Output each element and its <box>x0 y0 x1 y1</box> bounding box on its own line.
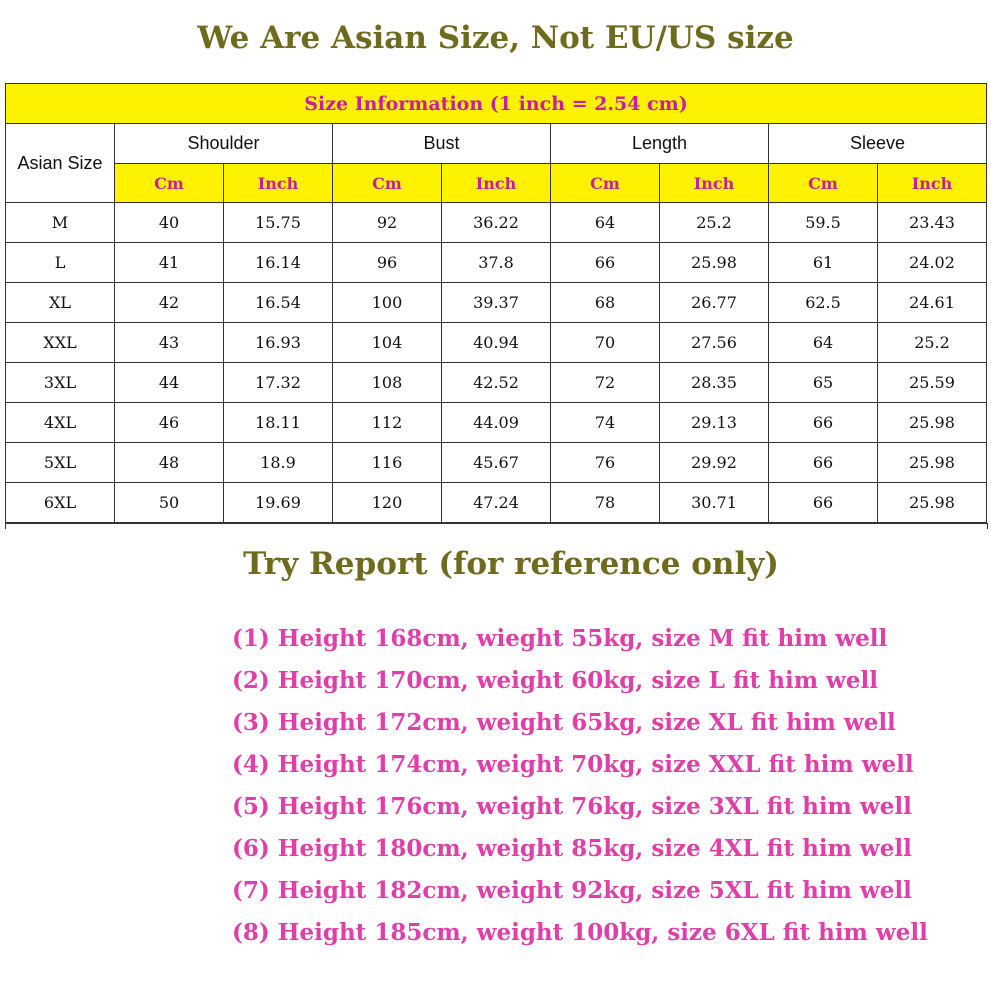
table-cell: 30.71 <box>660 483 769 523</box>
table-cell: 25.2 <box>660 203 769 243</box>
table-cell: 70 <box>551 323 660 363</box>
table-cell: 46 <box>115 403 224 443</box>
table-cell: 25.59 <box>878 363 987 403</box>
try-report-item: (4) Height 174cm, weight 70kg, size XXL fit him well <box>232 751 914 778</box>
table-cell: 25.98 <box>660 243 769 283</box>
unit-header: Inch <box>878 164 987 203</box>
table-row <box>6 203 987 243</box>
table-cell: 68 <box>551 283 660 323</box>
asian-size-header: Asian Size <box>6 124 115 203</box>
try-report-item: (1) Height 168cm, wieght 55kg, size M fit him well <box>232 625 888 652</box>
size-label-cell: 5XL <box>6 443 115 483</box>
table-cell: 59.5 <box>769 203 878 243</box>
table-cell: 24.61 <box>878 283 987 323</box>
table-row <box>6 323 987 363</box>
size-label-cell: XL <box>6 283 115 323</box>
table-cell: 40.94 <box>442 323 551 363</box>
table-cell: 72 <box>551 363 660 403</box>
unit-header: Cm <box>769 164 878 203</box>
table-cell: 29.92 <box>660 443 769 483</box>
table-cell: 48 <box>115 443 224 483</box>
table-cell: 96 <box>333 243 442 283</box>
table-cell: 24.02 <box>878 243 987 283</box>
table-cell: 18.9 <box>224 443 333 483</box>
table-cell: 15.75 <box>224 203 333 243</box>
table-cell: 25.98 <box>878 443 987 483</box>
group-header-bust: Bust <box>333 124 551 164</box>
try-report-item: (8) Height 185cm, weight 100kg, size 6XL fit him well <box>232 919 928 946</box>
table-cell: 27.56 <box>660 323 769 363</box>
table-cell: 44 <box>115 363 224 403</box>
table-cell: 39.37 <box>442 283 551 323</box>
table-cell: 104 <box>333 323 442 363</box>
table-cell: 66 <box>551 243 660 283</box>
table-cell: 40 <box>115 203 224 243</box>
unit-header: Inch <box>442 164 551 203</box>
table-bottom-rule <box>5 523 987 524</box>
table-cell: 45.67 <box>442 443 551 483</box>
table-edge-tick <box>5 523 6 529</box>
size-label-cell: 3XL <box>6 363 115 403</box>
table-row <box>6 283 987 323</box>
try-report-title: Try Report (for reference only) <box>243 546 779 582</box>
table-cell: 66 <box>769 403 878 443</box>
table-cell: 100 <box>333 283 442 323</box>
table-cell: 76 <box>551 443 660 483</box>
unit-header: Cm <box>333 164 442 203</box>
table-cell: 44.09 <box>442 403 551 443</box>
table-cell: 18.11 <box>224 403 333 443</box>
table-cell: 16.14 <box>224 243 333 283</box>
table-edge-tick <box>987 523 988 529</box>
table-row <box>6 483 987 523</box>
table-cell: 116 <box>333 443 442 483</box>
table-cell: 42.52 <box>442 363 551 403</box>
size-data-rows <box>6 203 987 523</box>
table-cell: 16.54 <box>224 283 333 323</box>
try-report-item: (6) Height 180cm, weight 85kg, size 4XL fit him well <box>232 835 912 862</box>
table-row <box>6 363 987 403</box>
table-cell: 61 <box>769 243 878 283</box>
unit-header: Inch <box>660 164 769 203</box>
table-cell: 92 <box>333 203 442 243</box>
table-cell: 37.8 <box>442 243 551 283</box>
table-cell: 66 <box>769 443 878 483</box>
size-label-cell: 4XL <box>6 403 115 443</box>
table-cell: 78 <box>551 483 660 523</box>
size-label-cell: M <box>6 203 115 243</box>
size-chart-table <box>5 83 987 523</box>
table-cell: 120 <box>333 483 442 523</box>
measurement-group-row <box>6 124 987 164</box>
group-header-length: Length <box>551 124 769 164</box>
table-cell: 36.22 <box>442 203 551 243</box>
unit-header-row <box>6 164 987 203</box>
table-cell: 25.98 <box>878 403 987 443</box>
table-cell: 23.43 <box>878 203 987 243</box>
group-header-sleeve: Sleeve <box>769 124 987 164</box>
try-report-item: (3) Height 172cm, weight 65kg, size XL fit him well <box>232 709 896 736</box>
size-label-cell: XXL <box>6 323 115 363</box>
page-title: We Are Asian Size, Not EU/US size <box>197 20 794 56</box>
table-cell: 65 <box>769 363 878 403</box>
table-row <box>6 243 987 283</box>
table-cell: 42 <box>115 283 224 323</box>
unit-header: Cm <box>115 164 224 203</box>
table-cell: 50 <box>115 483 224 523</box>
table-cell: 29.13 <box>660 403 769 443</box>
size-label-cell: 6XL <box>6 483 115 523</box>
table-cell: 64 <box>551 203 660 243</box>
table-cell: 74 <box>551 403 660 443</box>
table-cell: 112 <box>333 403 442 443</box>
table-cell: 64 <box>769 323 878 363</box>
size-label-cell: L <box>6 243 115 283</box>
table-cell: 43 <box>115 323 224 363</box>
group-header-shoulder: Shoulder <box>115 124 333 164</box>
table-row <box>6 443 987 483</box>
table-cell: 17.32 <box>224 363 333 403</box>
size-info-banner: Size Information (1 inch = 2.54 cm) <box>6 84 987 124</box>
table-cell: 26.77 <box>660 283 769 323</box>
try-report-item: (5) Height 176cm, weight 76kg, size 3XL fit him well <box>232 793 912 820</box>
table-cell: 108 <box>333 363 442 403</box>
table-row <box>6 403 987 443</box>
try-report-item: (2) Height 170cm, weight 60kg, size L fit him well <box>232 667 878 694</box>
table-cell: 28.35 <box>660 363 769 403</box>
table-cell: 25.98 <box>878 483 987 523</box>
try-report-item: (7) Height 182cm, weight 92kg, size 5XL fit him well <box>232 877 912 904</box>
table-cell: 66 <box>769 483 878 523</box>
table-cell: 62.5 <box>769 283 878 323</box>
try-report-list <box>232 620 928 956</box>
table-cell: 41 <box>115 243 224 283</box>
unit-header: Inch <box>224 164 333 203</box>
unit-header: Cm <box>551 164 660 203</box>
table-cell: 47.24 <box>442 483 551 523</box>
table-cell: 19.69 <box>224 483 333 523</box>
size-info-banner-row <box>6 84 987 124</box>
table-cell: 16.93 <box>224 323 333 363</box>
table-cell: 25.2 <box>878 323 987 363</box>
